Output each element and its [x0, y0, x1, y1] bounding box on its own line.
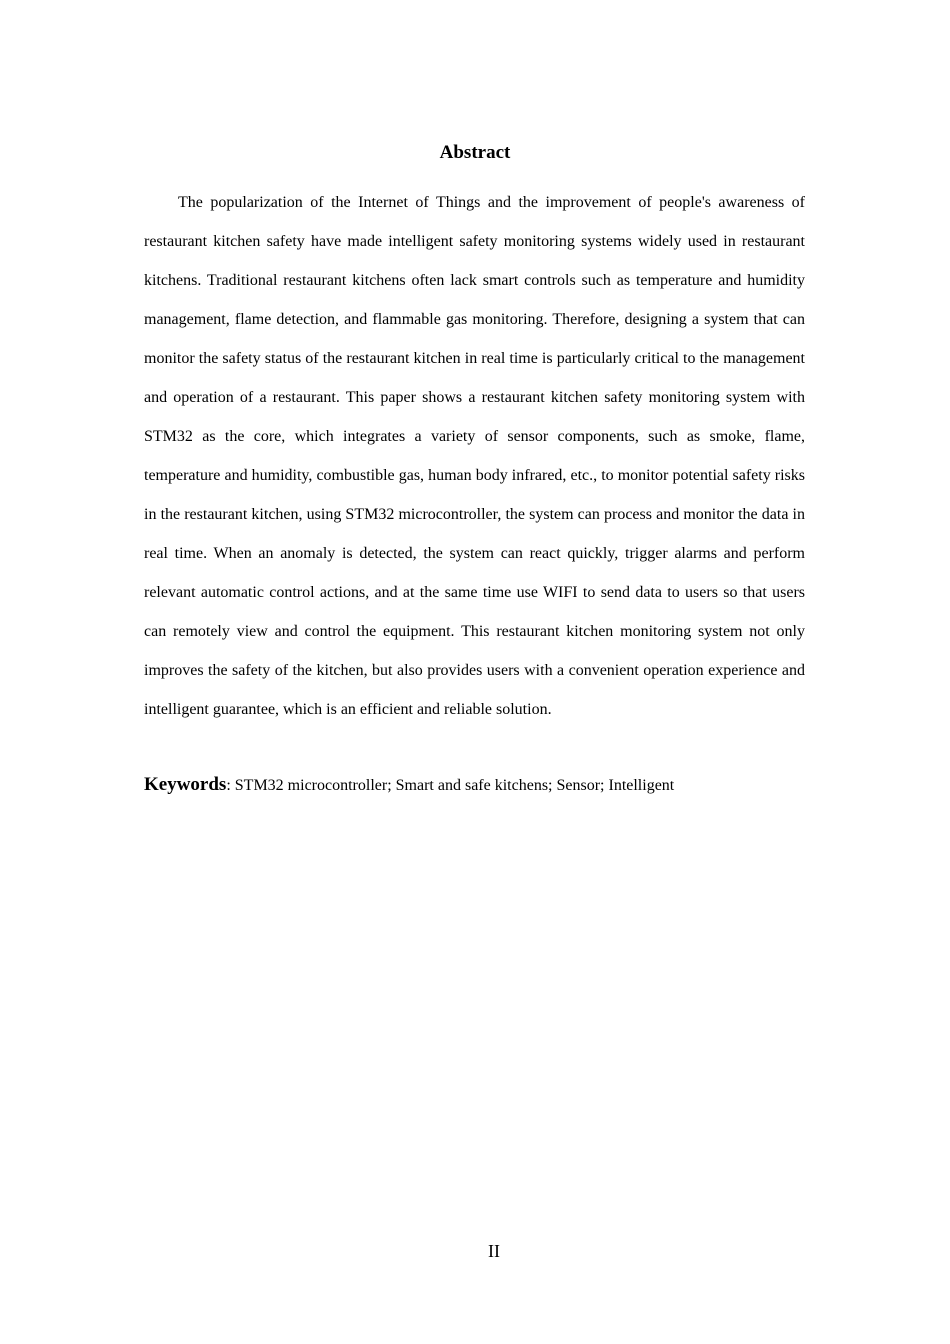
keywords-label: Keywords — [144, 774, 227, 795]
keywords-line — [144, 772, 805, 799]
abstract-title: Abstract — [439, 142, 511, 163]
page-number: II — [488, 1241, 500, 1261]
keywords-separator: : — [226, 777, 235, 794]
abstract-paragraph: The popularization of the Internet of Things and the improvement of people's awareness of restaurant kitchen safety have made intelligent safety monitoring systems widely used in restaurant kitchens. Traditional restaurant kitchens often lack smart controls such as temperature and humidity management, flame detection, and flammable gas monitoring. Therefore, designing a system that can monitor the safety status of the restaurant kitchen in real time is particularly critical to the management and operation of a restaurant. This paper shows a restaurant kitchen safety monitoring system with STM32 as the core, which integrates a variety of sensor components, such as smoke, flame, temperature and humidity, combustible gas, human body infrared, etc., to monitor potential safety risks in the restaurant kitchen, using STM32 microcontroller, the system can process and monitor the data in real time. When an anomaly is detected, the system can react quickly, trigger alarms and perform relevant automatic control actions, and at the same time use WIFI to send data to users so that users can remotely view and control the equipment. This restaurant kitchen monitoring system not only improves the safety of the kitchen, but also provides users with a convenient operation experience and intelligent guarantee, which is an efficient and reliable solution. — [144, 194, 805, 718]
keywords-text: STM32 microcontroller; Smart and safe kitchens; Sensor; Intelligent — [234, 777, 675, 794]
